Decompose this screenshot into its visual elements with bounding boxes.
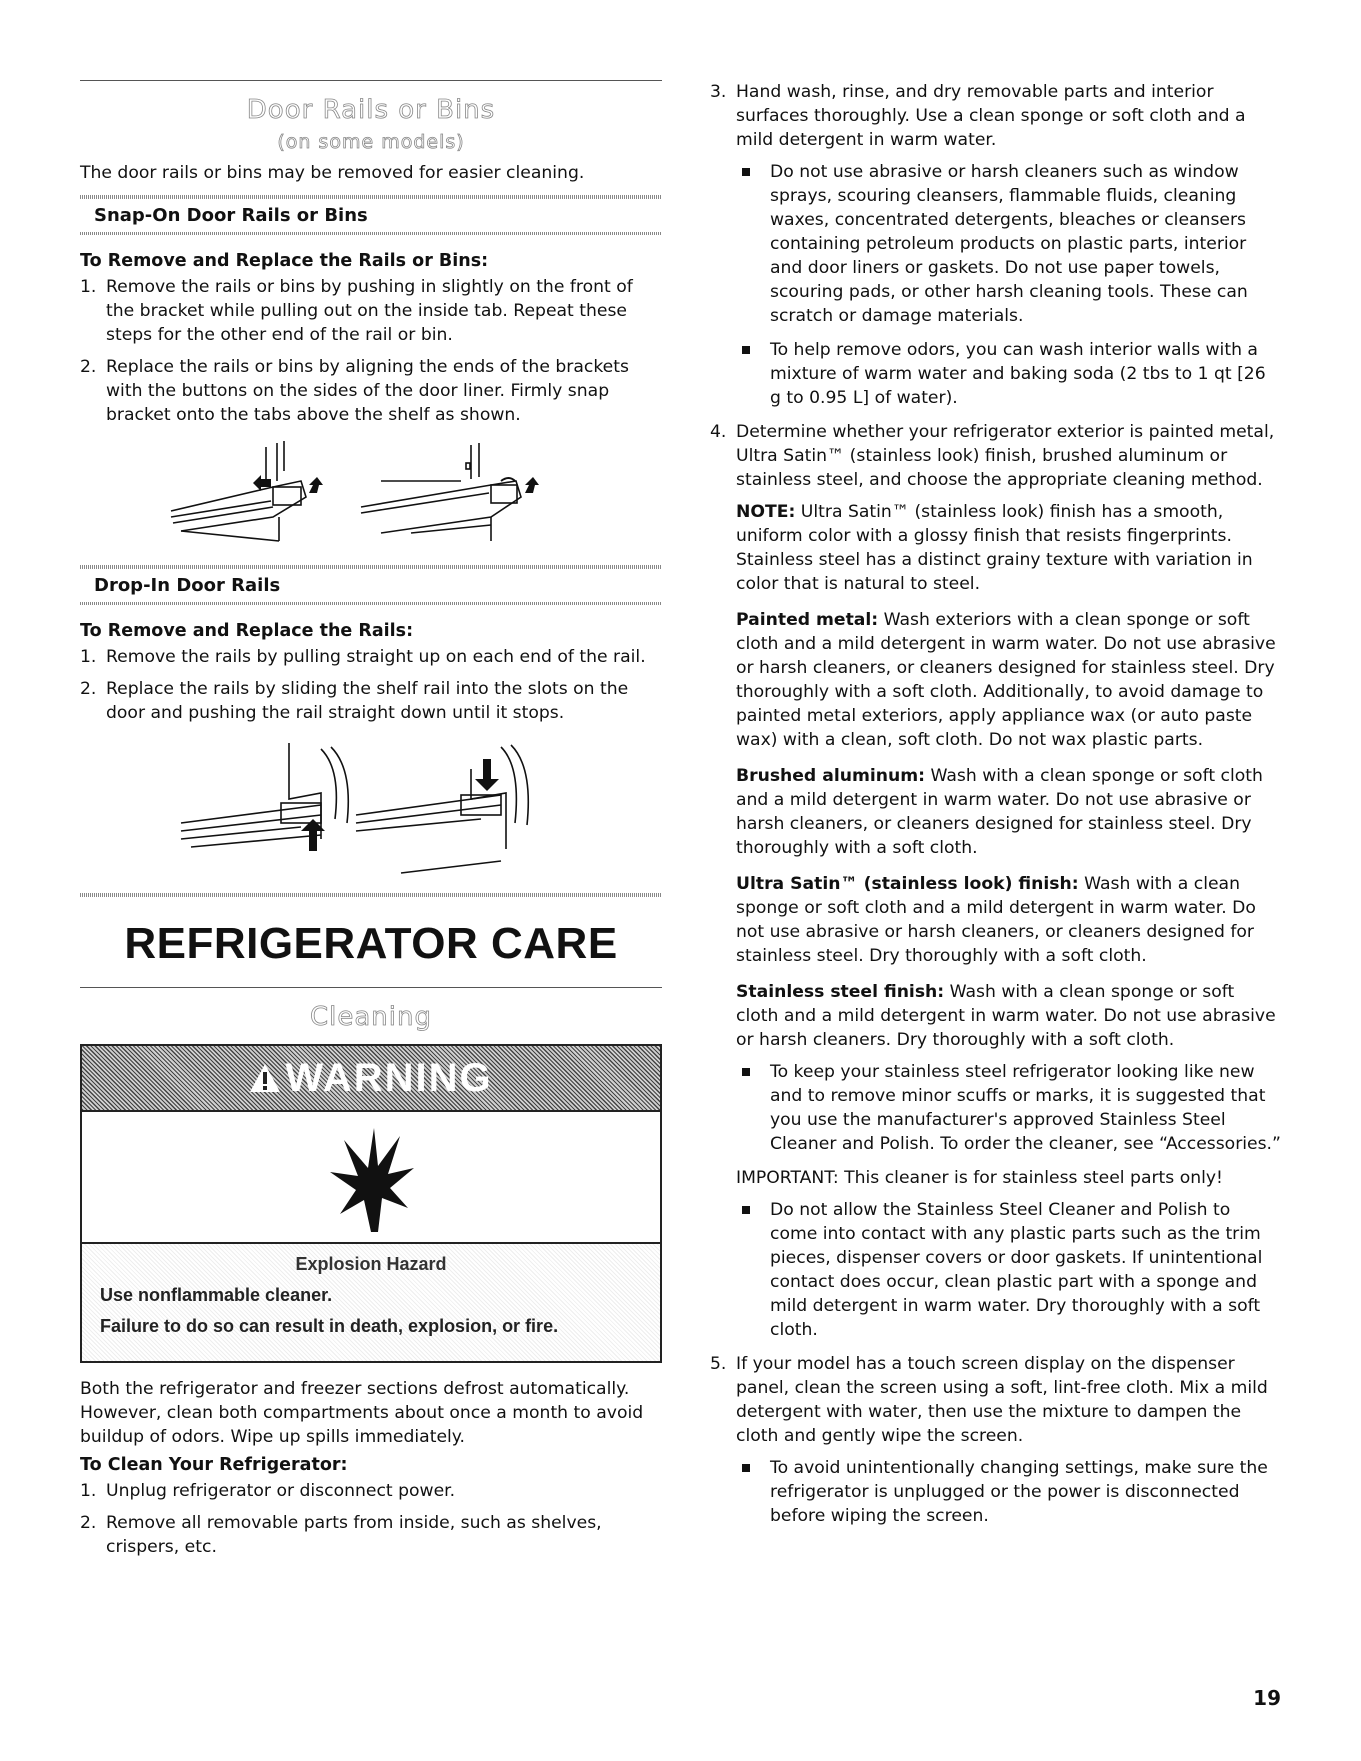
warning-text xyxy=(82,1244,660,1361)
drop-in-subheading: To Remove and Replace the Rails: xyxy=(80,621,414,641)
clean-heading: To Clean Your Refrigerator: xyxy=(80,1455,348,1475)
important-paragraph: IMPORTANT: This cleaner is for stainless steel parts only! xyxy=(736,1168,1223,1188)
list-item: 1. Remove the rails or bins by pushing in slightly on the front of the bracket while pulling out on the inside tab. Repeat these steps for the other end of the rail or bin. xyxy=(80,277,633,345)
bullet-item: Do not use abrasive or harsh cleaners such as window sprays, scouring cleansers, flammable fluids, cleaning waxes, concentrated detergents, bleaches or cleansers containing petroleum products on plastic parts, interior and door liners or gaskets. Do not use paper towels, scouring pads, or other harsh cleaning tools. These can scratch or damage materials. xyxy=(736,160,1282,328)
care-title: REFRIGERATOR CARE xyxy=(124,919,618,968)
warning-bar xyxy=(82,1046,660,1112)
bullet-icon xyxy=(742,1464,750,1472)
intro-text: The door rails or bins may be removed for easier cleaning. xyxy=(80,163,585,183)
hatch-rule xyxy=(80,602,662,605)
defrost-text: Both the refrigerator and freezer sections defrost automatically. However, clean both compartments about once a month to avoid buildup of odors. Wipe up spills immediately. xyxy=(80,1379,644,1447)
hatch-rule xyxy=(80,232,662,235)
list-item: 4. Determine whether your refrigerator exterior is painted metal, Ultra Satin™ (stainless look) finish, brushed aluminum or stainless steel, and choose the appropriate cleaning method. xyxy=(710,422,1275,490)
bullet-icon xyxy=(742,346,750,354)
list-item: 5. If your model has a touch screen display on the dispenser panel, clean the screen using a soft, lint-free cloth. Mix a mild detergent with water, then use the mixture to dampen the cloth and gently wipe the screen. xyxy=(710,1354,1268,1446)
bullet-item: To avoid unintentionally changing settings, make sure the refrigerator is unplugged or the power is disconnected before wiping the screen. xyxy=(736,1456,1282,1528)
hazard-name: Explosion Hazard xyxy=(295,1254,447,1274)
warning-label: WARNING xyxy=(285,1055,493,1100)
page-number: 19 xyxy=(1253,1686,1281,1710)
painted-metal-paragraph: Painted metal: Wash exteriors with a clean sponge or soft cloth and a mild detergent in warm water. Do not use abrasive or harsh cleaners, or cleaners designed for stainless steel. Dry thoroughly with a soft cloth. Additionally, to avoid damage to painted metal exteriors, apply appliance wax (or auto paste wax) with a clean, soft cloth. Do not wax plastic parts. xyxy=(736,610,1276,750)
ultra-satin-paragraph: Ultra Satin™ (stainless look) finish: Wash with a clean sponge or soft cloth and a mild detergent in warm water. Do not use abrasive or harsh cleaners, or cleaners designed for stainless steel. Dry thoroughly with a soft cloth. xyxy=(736,874,1256,966)
section-subtitle: (on some models) xyxy=(277,131,465,153)
drop-in-rail-illustration xyxy=(171,739,571,879)
warning-icon-area xyxy=(82,1112,660,1244)
stainless-steel-paragraph: Stainless steel finish: Wash with a clean sponge or soft cloth and a mild detergent in warm water. Do not use abrasive or harsh cleaners. Dry thoroughly with a soft cloth. xyxy=(736,982,1276,1050)
hatch-rule xyxy=(80,893,662,897)
list-item: 2. Remove all removable parts from inside, such as shelves, crispers, etc. xyxy=(80,1513,602,1557)
snap-on-rail-illustration xyxy=(161,441,581,551)
rule xyxy=(80,987,662,988)
section-title: Door Rails or Bins xyxy=(246,95,496,125)
right-column xyxy=(710,80,1282,1538)
step3-bullets xyxy=(710,160,1282,410)
bullet-icon xyxy=(742,1068,750,1076)
list-item: 1. Unplug refrigerator or disconnect power. xyxy=(80,1481,456,1501)
bullet-icon xyxy=(742,1206,750,1214)
snap-on-subheading: To Remove and Replace the Rails or Bins: xyxy=(80,251,489,271)
warning-triangle-icon xyxy=(249,1063,281,1093)
warning-line-1: Use nonflammable cleaner. xyxy=(100,1285,333,1305)
clean-steps xyxy=(80,1479,662,1559)
cleaning-title: Cleaning xyxy=(310,1002,432,1032)
bullet-item: To help remove odors, you can wash interior walls with a mixture of warm water and baking soda (2 tbs to 1 qt [26 g to 0.95 L] of water). xyxy=(736,338,1282,410)
warning-box xyxy=(80,1044,662,1363)
drop-in-steps xyxy=(80,645,662,725)
snap-on-steps xyxy=(80,275,662,427)
snap-on-heading: Snap-On Door Rails or Bins xyxy=(94,205,368,226)
list-item: 1. Remove the rails by pulling straight up on each end of the rail. xyxy=(80,647,646,667)
bullet-item: To keep your stainless steel refrigerator looking like new and to remove minor scuffs or marks, it is suggested that you use the manufacturer's approved Stainless Steel Cleaner and Polish. To order the cleaner, see “Accessories.” xyxy=(736,1060,1282,1156)
brushed-aluminum-paragraph: Brushed aluminum: Wash with a clean sponge or soft cloth and a mild detergent in warm water. Do not use abrasive or harsh cleaners, or cleaners designed for stainless steel. Dry thoroughly with a soft cloth. xyxy=(736,766,1263,858)
list-item: 2. Replace the rails by sliding the shelf rail into the slots on the door and pushing the rail straight down until it stops. xyxy=(80,679,629,723)
drop-in-heading: Drop-In Door Rails xyxy=(94,575,281,596)
left-column xyxy=(80,80,662,1567)
top-rule xyxy=(80,80,662,81)
note-paragraph: NOTE: Ultra Satin™ (stainless look) finish has a smooth, uniform color with a glossy finish that resists fingerprints. Stainless steel has a distinct grainy texture with variation in color that is natural to steel. xyxy=(736,502,1253,594)
steps-continued xyxy=(710,80,1282,152)
list-item: 2. Replace the rails or bins by aligning the ends of the brackets with the buttons on the sides of the door liner. Firmly snap bracket onto the tabs above the shelf as shown. xyxy=(80,357,629,425)
explosion-icon xyxy=(326,1122,416,1232)
warning-line-2: Failure to do so can result in death, explosion, or fire. xyxy=(100,1316,559,1336)
bullet-icon xyxy=(742,168,750,176)
bullet-item: Do not allow the Stainless Steel Cleaner and Polish to come into contact with any plastic parts such as the trim pieces, dispenser covers or door gaskets. If unintentional contact does occur, clean plastic part with a sponge and mild detergent in warm water. Dry thoroughly with a soft cloth. xyxy=(736,1198,1282,1342)
list-item: 3. Hand wash, rinse, and dry removable parts and interior surfaces thoroughly. Use a clean sponge or soft cloth and a mild detergent in warm water. xyxy=(710,82,1246,150)
